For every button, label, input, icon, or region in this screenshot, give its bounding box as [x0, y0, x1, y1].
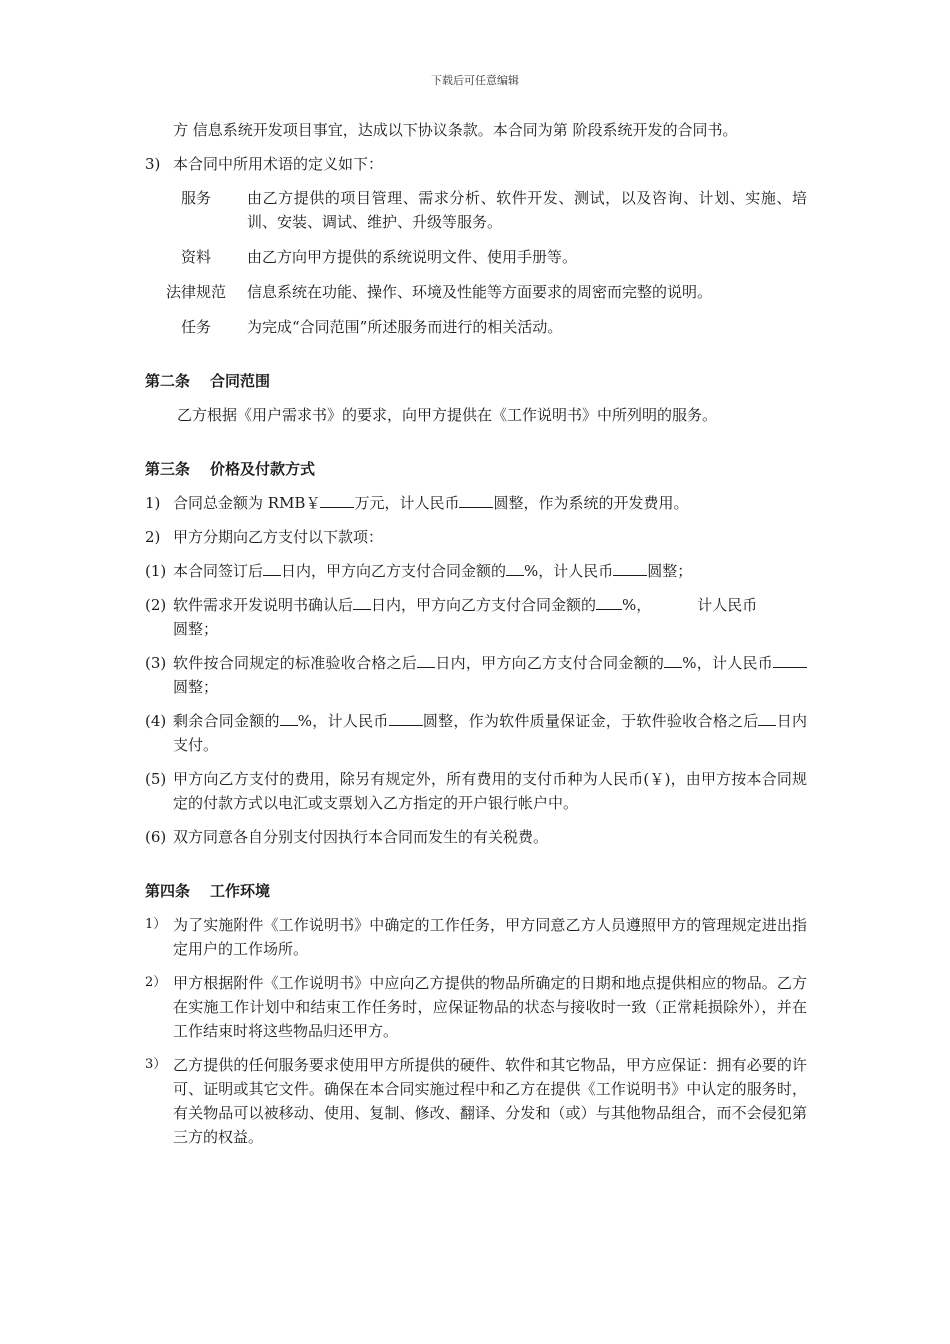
item-text: 甲方分期向乙方支付以下款项：: [173, 528, 384, 546]
section-number: 第二条: [145, 372, 191, 390]
term-definition: [145, 186, 807, 234]
list-item: [145, 525, 807, 549]
payment-item: [145, 709, 807, 757]
item-text: 甲方根据附件《工作说明书》中应向乙方提供的物品所确定的日期和地点提供相应的物品。乙方在实施工作计划中和结束工作任务时，应保证物品的状态与接收时一致（正常耗损除外），并在工作结束时将这些物品归还甲方。: [173, 974, 807, 1040]
section-title: 价格及付款方式: [210, 460, 316, 478]
term-def: 由乙方提供的项目管理、需求分析、软件开发、测试，以及咨询、计划、实施、培训、安装、调试、维护、升级等服务。: [247, 189, 807, 231]
term-def: 信息系统在功能、操作、环境及性能等方面要求的周密而完整的说明。: [247, 283, 713, 301]
term-name: 任务: [180, 318, 211, 336]
fill-blank[interactable]: [664, 652, 682, 668]
item-number: 2）: [145, 975, 167, 990]
payment-item: [145, 651, 807, 699]
item-number: 1): [145, 494, 161, 512]
section-title: 工作环境: [210, 882, 271, 900]
list-item: [145, 491, 807, 515]
fill-blank[interactable]: [613, 560, 647, 576]
item-number: (3): [145, 654, 167, 672]
term-name: 资料: [180, 248, 211, 266]
term-definition: [145, 315, 807, 339]
fill-blank[interactable]: [459, 492, 493, 508]
fill-blank[interactable]: [758, 710, 776, 726]
item-text: 合同总金额为 RMB￥ 万元，计人民币 圆整，作为系统的开发费用。: [173, 494, 689, 512]
item-text: 为了实施附件《工作说明书》中确定的工作任务，甲方同意乙方人员遵照甲方的管理规定进出指定用户的工作场所。: [173, 916, 807, 958]
section-number: 第三条: [145, 460, 191, 478]
item-text: 剩余合同金额的 %，计人民币 圆整，作为软件质量保证金，于软件验收合格之后 日内支付。: [173, 712, 807, 754]
section-paragraph: 乙方根据《用户需求书》的要求，向甲方提供在《工作说明书》中所列明的服务。: [177, 406, 718, 424]
section-number: 第四条: [145, 882, 191, 900]
item-text: 本合同中所用术语的定义如下：: [173, 155, 384, 173]
header-note: 下载后可任意编辑: [431, 74, 519, 87]
item-number: 3）: [145, 1057, 167, 1072]
list-item: [145, 971, 807, 1043]
list-item: [145, 152, 807, 176]
payment-item: [145, 767, 807, 815]
document-body: [145, 118, 807, 1159]
item-number: (5): [145, 770, 167, 788]
item-number: 3): [145, 155, 161, 173]
fill-blank[interactable]: [417, 652, 435, 668]
term-def: 由乙方向甲方提供的系统说明文件、使用手册等。: [247, 248, 578, 266]
fill-blank[interactable]: [280, 710, 298, 726]
fill-blank[interactable]: [389, 710, 423, 726]
item-number: (6): [145, 828, 167, 846]
fill-blank[interactable]: [263, 560, 281, 576]
section-heading: [145, 369, 807, 393]
list-item: [145, 1053, 807, 1149]
item-text: 本合同签订后 日内，甲方向乙方支付合同金额的 %，计人民币 圆整；: [173, 562, 693, 580]
payment-item: [145, 825, 807, 849]
term-def: 为完成“合同范围”所述服务而进行的相关活动。: [247, 318, 563, 336]
term-definition: [145, 280, 807, 304]
fill-blank[interactable]: [320, 492, 354, 508]
item-number: 2): [145, 528, 161, 546]
section-heading: [145, 457, 807, 481]
fill-blank[interactable]: [596, 594, 622, 610]
item-number: (1): [145, 562, 167, 580]
section-title: 合同范围: [210, 372, 271, 390]
item-number: (2): [145, 596, 167, 614]
item-text: 软件按合同规定的标准验收合格之后 日内，甲方向乙方支付合同金额的 %，计人民币圆整；: [173, 651, 807, 699]
item-number: (4): [145, 712, 167, 730]
item-text: 乙方提供的任何服务要求使用甲方所提供的硬件、软件和其它物品，甲方应保证：拥有必要的许可、证明或其它文件。确保在本合同实施过程中和乙方在提供《工作说明书》中认定的服务时，有关物品可以被移动、使用、复制、修改、翻译、分发和（或）与其他物品组合，而不会侵犯第三方的权益。: [173, 1056, 807, 1146]
term-definition: [145, 245, 807, 269]
section-heading: [145, 879, 807, 903]
item-text: 双方同意各自分别支付因执行本合同而发生的有关税费。: [173, 828, 549, 846]
payment-item: [145, 593, 807, 641]
fill-blank[interactable]: [506, 560, 524, 576]
intro-line: 方 信息系统开发项目事宜，达成以下协议条款。本合同为第 阶段系统开发的合同书。: [173, 121, 738, 139]
term-name: 法律规范: [165, 283, 226, 301]
term-name: 服务: [180, 189, 211, 207]
item-text: 甲方向乙方支付的费用，除另有规定外，所有费用的支付币种为人民币(￥)，由甲方按本合同规定的付款方式以电汇或支票划入乙方指定的开户银行帐户中。: [173, 770, 807, 812]
item-text: 软件需求开发说明书确认后 日内，甲方向乙方支付合同金额的 %， 计人民币 圆整；: [173, 596, 758, 638]
item-number: 1）: [145, 917, 167, 932]
payment-item: [145, 559, 807, 583]
list-item: [145, 913, 807, 961]
fill-blank[interactable]: [773, 652, 807, 668]
fill-blank[interactable]: [353, 594, 371, 610]
